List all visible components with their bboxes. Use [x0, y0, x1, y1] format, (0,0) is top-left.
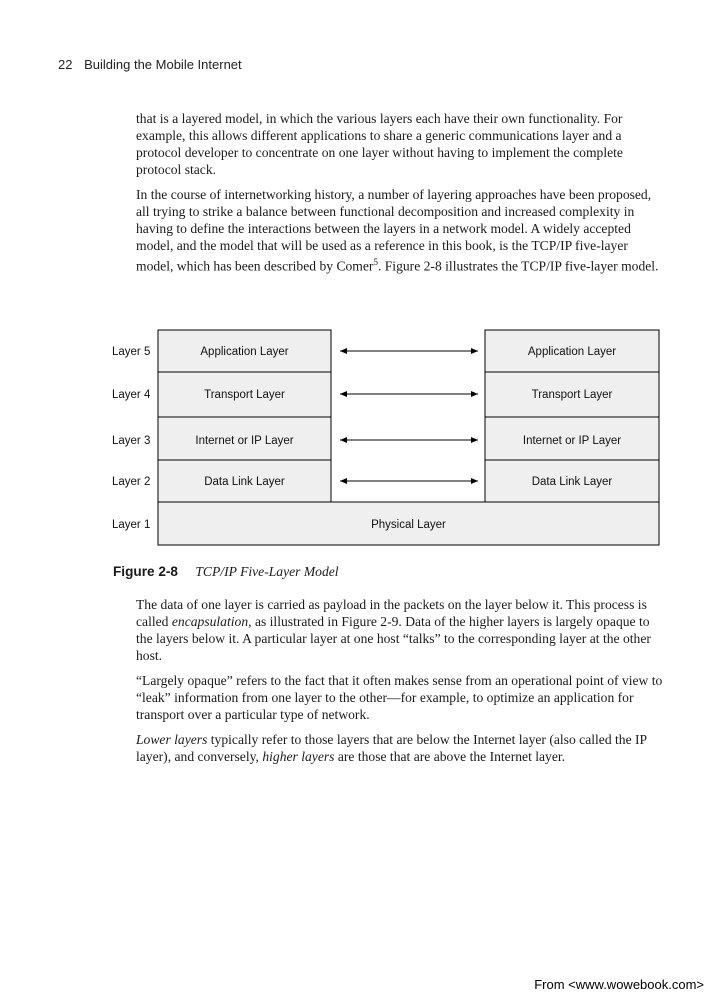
paragraph-2 — [136, 186, 666, 275]
figure-caption — [113, 564, 339, 580]
paragraph-3-text-b: , as illustrated in Figure 2-9. Data of the higher layers is largely opaque to the layers below it. A particular layer at one host “talks” to the corresponding layer at the other host. — [136, 614, 651, 663]
body-text — [136, 596, 666, 773]
figure-title: TCP/IP Five-Layer Model — [195, 564, 339, 579]
figure-number: Figure 2-8 — [113, 564, 178, 579]
right-transport-layer-text: Transport Layer — [531, 389, 613, 401]
paragraph-4: “Largely opaque” refers to the fact that it often makes sense from an operational point of view to “leak” information from one layer to the other—for example, to optimize an application for transport over a particular type of network. — [136, 673, 663, 722]
layer-5-label: Layer 5 — [112, 346, 151, 358]
left-transport-layer-text: Transport Layer — [204, 389, 285, 401]
paragraph-2-text-a: In the course of internetworking history, a number of layering approaches have been proposed, all trying to strike a balance between functional decomposition and increased complexity in having to define the interactions between the layers in a network model. A widely accepted model, and the model that will be used as a reference in this book, is the TCP/IP five-layer model, which has been described by Comer — [136, 187, 652, 274]
right-datalink-layer-text: Data Link Layer — [531, 476, 613, 488]
paragraph-5-text-a: typically refer to those layers that are below the Internet layer (also called the IP layer), and conversely, — [136, 732, 647, 764]
encapsulation-term: encapsulation — [171, 614, 249, 629]
page-number: 22 — [58, 57, 73, 72]
layer-3-label: Layer 3 — [112, 435, 151, 447]
layer-1-label: Layer 1 — [112, 519, 151, 531]
paragraph-3-text-a: The data of one layer is carried as payload in the packets on the layer below it. This process is called — [136, 597, 647, 629]
paragraph-5 — [136, 731, 666, 765]
paragraph-3 — [136, 596, 666, 664]
lower-layers-term: Lower layers — [136, 732, 208, 747]
intro-text — [136, 110, 666, 283]
running-title: Building the Mobile Internet — [84, 57, 242, 72]
left-internet-layer-text: Internet or IP Layer — [195, 435, 294, 447]
right-internet-layer-text: Internet or IP Layer — [522, 435, 622, 447]
layer-2-label: Layer 2 — [112, 476, 151, 488]
left-application-layer-text: Application Layer — [200, 346, 289, 358]
layer-4-label: Layer 4 — [112, 389, 151, 401]
running-header — [58, 57, 242, 72]
paragraph-5-text-b: are those that are above the Internet layer. — [334, 749, 566, 764]
paragraph-1: that is a layered model, in which the various layers each have their own functionality. For example, this allows different applications to share a generic communications layer and a protocol developer to concentrate on one layer without having to implement the complete protocol stack. — [136, 111, 623, 177]
footnote-ref: 5 — [373, 257, 378, 267]
physical-layer-text: Physical Layer — [371, 519, 446, 531]
tcp-ip-layer-diagram — [104, 326, 664, 550]
paragraph-2-text-b: . Figure 2-8 illustrates the TCP/IP five-layer model. — [377, 258, 659, 274]
higher-layers-term: higher layers — [262, 749, 335, 764]
source-footer: From <www.wowebook.com> — [534, 977, 704, 992]
left-datalink-layer-text: Data Link Layer — [204, 476, 285, 488]
right-application-layer-text: Application Layer — [527, 346, 617, 358]
